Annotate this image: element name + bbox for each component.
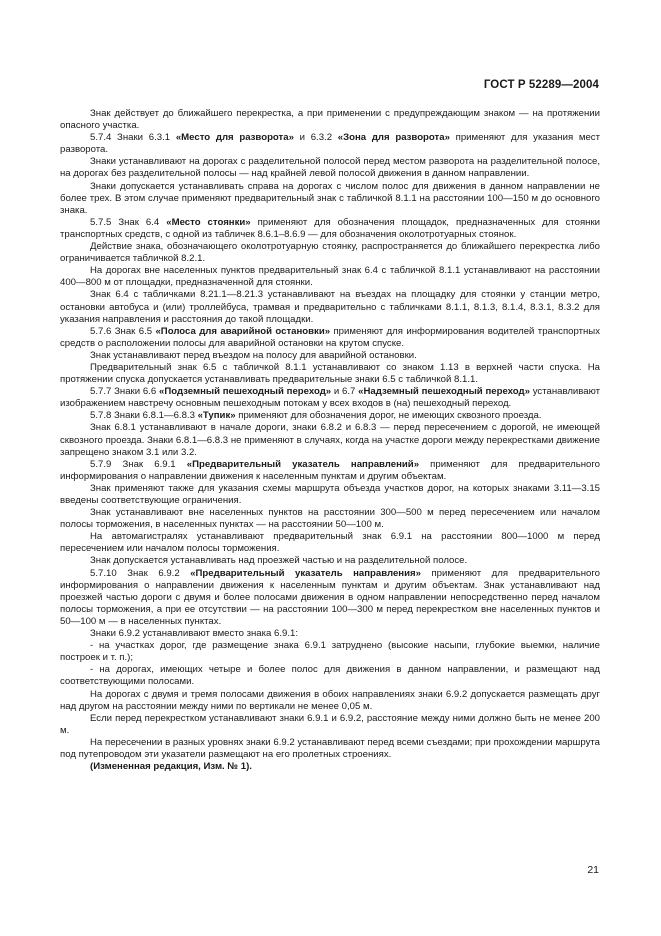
text-run: применяют для информирования водителей транспортных средств о расположении полосы для аварийной остановки на крутом спуске. [60,325,600,349]
paragraph [60,507,600,531]
bold-text: «Место для разворота» [175,132,294,144]
text-run: На пересечении в разных уровнях знаки 6.9.2 устанавливают перед всеми съездами; при прохождении маршрута под путепроводом эти указатели размещают на его пролетных строениях. [60,736,600,760]
text-run: 5.7.7 Знаки 6.6 [90,386,159,398]
text-run: Знак 6.8.1 устанавливают в начале дороги, знаки 6.8.2 и 6.8.3 — перед пересечением с дорогой, не имеющей сквозного проезда. Знаки 6.8.1—6.8.3 не применяют в случаях, когда на участке дороги между перекрестками движение запрещено знаком 3.1 или 3.2. [60,422,600,458]
text-run: Действие знака, обозначающего околотротуарную стоянку, распространяется до ближайшего перекрестка либо ограничивается табличкой 8.2.1. [60,241,600,265]
text-run: На дорогах с двумя и тремя полосами движения в обоих направлениях знаки 6.9.2 допускается размещать друг над другом на расстоянии между ними по вертикали не менее 0,05 м. [60,688,600,712]
text-run: 5.7.9 Знак 6.9.1 [90,458,187,470]
paragraph [60,289,600,325]
bold-text: «Надземный пешеходный переход» [358,386,530,398]
paragraph [60,568,600,628]
paragraph [60,350,600,362]
text-run: Знак действует до ближайшего перекрестка, а при применении с предупреждающим знаком — на протяжении опасного участка. [60,108,600,132]
bold-text: «Зона для разворота» [337,132,450,144]
text-run: На автомагистралях устанавливают предварительный знак 6.9.1 на расстоянии 800—1000 м перед пересечением или началом полосы торможения. [60,531,600,555]
text-run: 5.7.5 Знак 6.4 [90,216,167,228]
bold-text: «Место стоянки» [166,216,251,228]
paragraph [60,422,600,458]
paragraph [60,132,600,156]
text-run: применяют для обозначения дорог, не имеющих сквозного проезда. [235,410,542,422]
text-run: и 6.7 [331,386,359,398]
text-run: применяют для указания мест разворота. [60,132,601,156]
paragraph [60,664,600,688]
text-run: устанавливают изображением навстречу основным пешеходным потокам у всех входов в (на) пешеходный переход. [60,386,600,410]
text-run: - на участках дорог, где размещение знака 6.9.1 затруднено (высокие насыпи, глубокие выемки, наличие построек и т. п.); [60,640,600,664]
paragraph [60,761,600,773]
paragraph [60,410,600,422]
paragraph [60,555,600,567]
text-run: 5.7.6 Знак 6.5 [90,325,156,337]
paragraph [60,362,600,386]
bold-text: «Полоса для аварийной остановки» [155,325,331,337]
text-run: и 6.3.2 [293,132,338,144]
bold-text: «Предварительный указатель направления» [190,567,421,579]
text-run: применяют для обозначения площадок, предназначенных для стоянки транспортных средств, с одной из табличек 8.6.1–8.6.9 — для обозначения околотротуарных стоянок. [60,216,601,240]
text-run: На дорогах вне населенных пунктов предварительный знак 6.4 с табличкой 8.1.1 устанавливают на расстоянии 400—800 м от площадки, предназначенной для стоянки. [60,265,600,289]
paragraph [60,386,600,410]
paragraph [60,265,600,289]
text-run: Знаки 6.9.2 устанавливают вместо знака 6.9.1: [90,628,299,640]
text-run: Предварительный знак 6.5 с табличкой 8.1.1 устанавливают со знаком 1.13 в верхней части спуска. На протяжении спуска допускается устанавливать предварительные знаки 6.5 с табличкой 8.1.1. [60,361,600,386]
bold-text: «Предварительный указатель направлений» [186,458,420,470]
text-run: 5.7.8 Знаки 6.8.1—6.8.3 [90,410,198,422]
text-run: - на дорогах, имеющих четыре и более полос для движения в данном направлении, и размещают над соответствующими полосами. [60,664,600,688]
text-run: применяют для предварительного информирования о направлении движения к населенным пунктам и другим объектам. Знак устанавливают над проезжей частью дороги с двумя и более полосами движения в одном направлении непосредственно перед началом полосы торможения, а при ее отсутствии — на расстоянии 100—300 м перед перекрестком вне населенных пунктов и 50—100 м — в населенных пунктах. [60,567,600,627]
document-header: ГОСТ Р 52289—2004 [483,79,599,91]
bold-text: «Подземный пешеходный переход» [158,386,332,398]
paragraph [60,181,600,217]
paragraph [60,628,600,640]
paragraph [60,483,600,507]
text-run: Знаки устанавливают на дорогах с разделительной полосой перед местом разворота на разделительной полосе, на дорогах без разделительной полосы — над крайней левой полосой движения в данном направлении. [60,156,600,180]
paragraph [60,713,600,737]
text-run: Знаки допускается устанавливать справа на дорогах с числом полос для движения в данном направлении не более трех. В этом случае применяют предварительный знак с табличкой 8.1.1 на расстоянии 100—150 м до основного знака. [60,180,600,216]
text-run: 5.7.10 Знак 6.9.2 [90,567,191,579]
text-run: 5.7.4 Знаки 6.3.1 [90,132,176,144]
paragraph [60,241,600,265]
paragraph [60,531,600,555]
paragraph [60,640,600,664]
page-number: 21 [587,864,599,876]
paragraph [60,459,600,483]
paragraph [60,217,600,241]
text-run: Если перед перекрестком устанавливают знаки 6.9.1 и 6.9.2, расстояние между ними должно быть не менее 200 м. [60,712,600,736]
paragraph [60,156,600,180]
text-run: Знак применяют также для указания схемы маршрута объезда участков дорог, на которых знаками 3.11—3.15 введены соответствующие ограничения. [60,482,600,506]
paragraph [60,326,600,350]
document-body [60,108,600,773]
text-run: Знак устанавливают вне населенных пунктов на расстоянии 300—500 м перед пересечением или началом полосы торможения, в населенных пунктах — на расстоянии 50—100 м. [60,507,600,531]
paragraph [60,737,600,761]
text-run: Знак допускается устанавливать над проезжей частью и на разделительной полосе. [90,555,468,567]
text-run: применяют для предварительного информирования о направлении движения к населенным пунктам и другим объектам. [60,458,600,482]
paragraph [60,108,600,132]
bold-text: «Тупик» [197,410,236,422]
text-run: Знак 6.4 с табличками 8.21.1—8.21.3 устанавливают на въездах на площадку для стоянки у станции метро, остановки автобуса и (или) троллейбуса, трамвая и предварительно с табличками 8.1.1, 8.1.3, 8.1.4, 8.3.1, 8.3.2 для указания направления и расстояния до такой площадки. [60,289,600,325]
paragraph [60,689,600,713]
text-run: Знак устанавливают перед въездом на полосу для аварийной остановки. [90,349,417,361]
bold-text: (Измененная редакция, Изм. № 1). [90,761,252,773]
